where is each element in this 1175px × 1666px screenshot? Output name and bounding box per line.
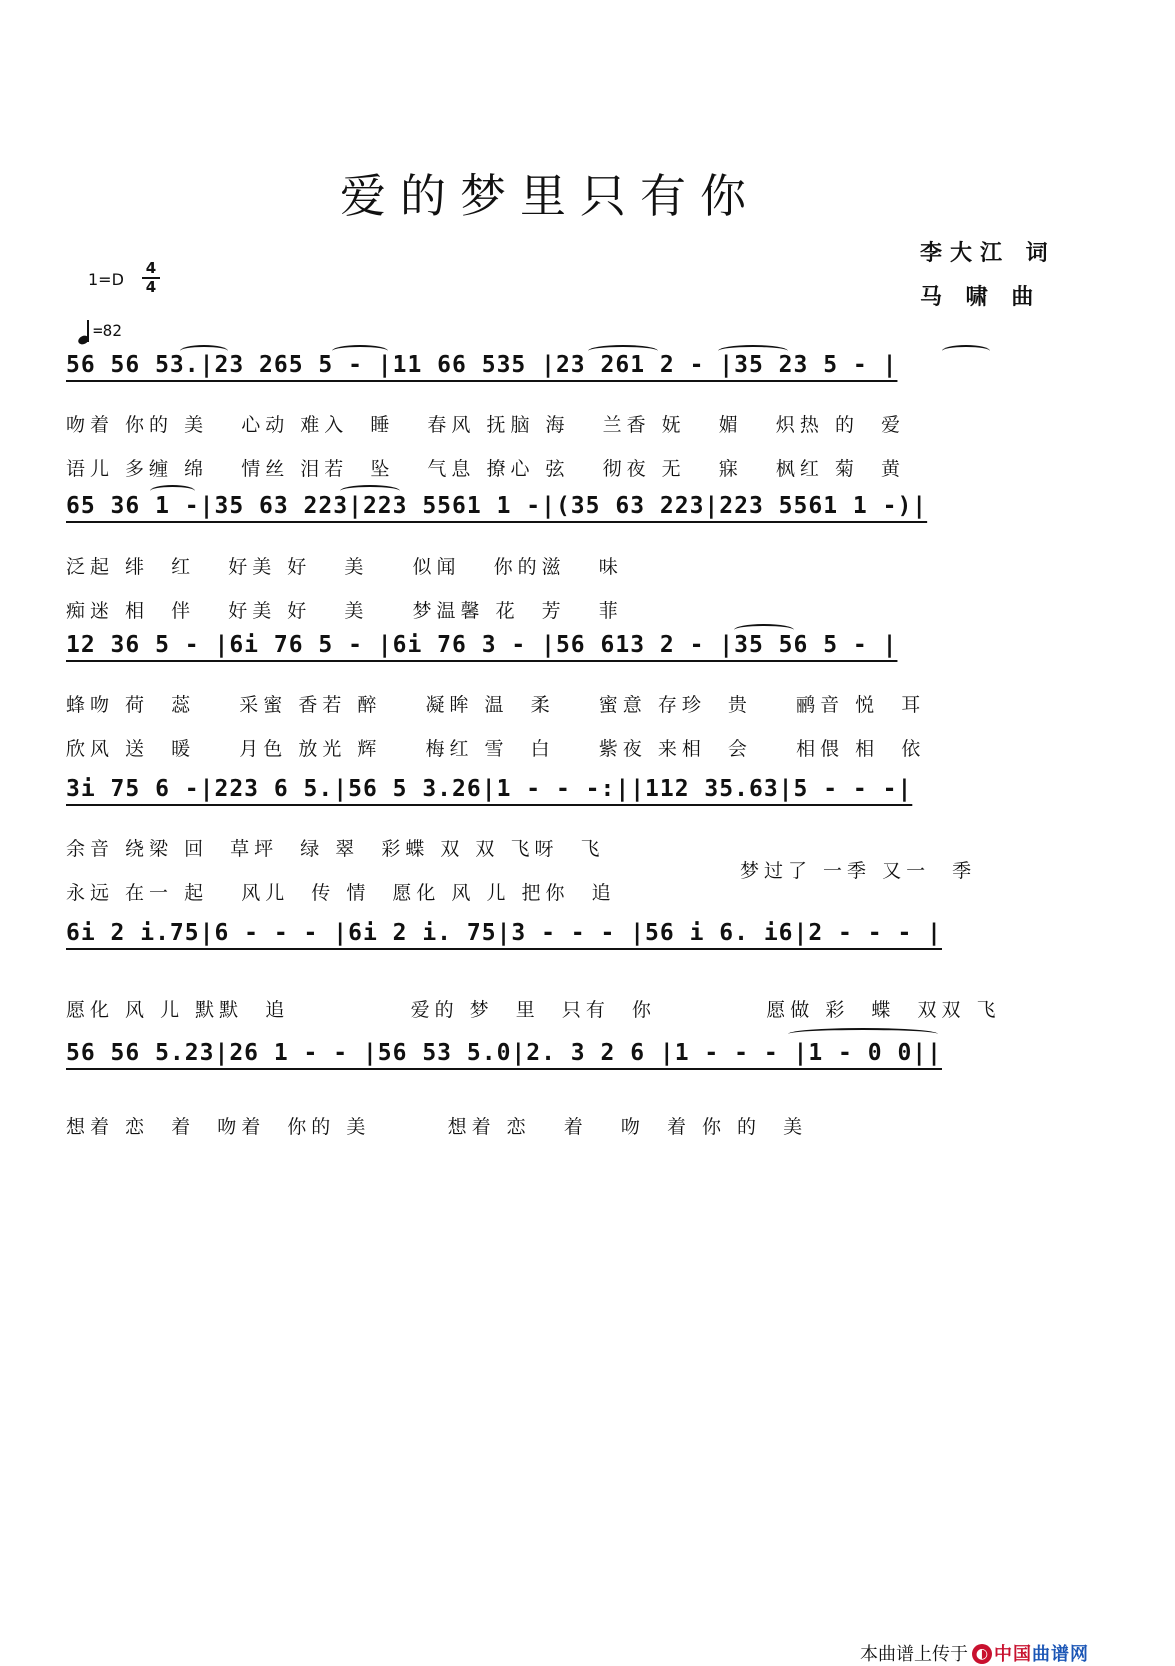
brand-part-a: 中国 (994, 1644, 1032, 1665)
notation-line-2: 65 36 1 -|35 63 223|223 5561 1 -|(35 63 223|223 5561 1 -)| (66, 493, 928, 519)
tempo-marking (78, 320, 122, 344)
lyric-line-6: 想着 恋 着 吻着 你的 美 想着 恋 着 吻 着 你 的 美 (66, 1116, 808, 1138)
lyric-verse-1-line-4: 余音 绕梁 回 草坪 绿 翠 彩蝶 双 双 飞呀 飞 (66, 838, 605, 860)
notation-line-6: 56 56 5.23|26 1 - - |56 53 5.0|2. 3 2 6 |1 - - - |1 - 0 0|| (66, 1040, 942, 1066)
time-signature-top: 4 (145, 259, 157, 277)
slur (788, 1028, 938, 1040)
composer-credit: 马 啸 曲 (920, 284, 1042, 310)
site-logo-icon: ◐ (972, 1644, 992, 1664)
tempo-value: =82 (93, 321, 122, 340)
lyric-verse-1-line-3: 蜂吻 荷 蕊 采蜜 香若 醉 凝眸 温 柔 蜜意 存珍 贵 鹂音 悦 耳 (66, 694, 926, 716)
lyric-verse-1-line-1: 吻着 你的 美 心动 难入 睡 春风 抚脑 海 兰香 妩 媚 炽热 的 爱 (66, 414, 906, 436)
lyric-refrain-lead-in: 梦过了 一季 又一 季 (740, 860, 977, 882)
footer-text: 本曲谱上传于 (860, 1644, 968, 1665)
lyric-verse-2-line-1: 语儿 多缠 绵 情丝 泪若 坠 气息 撩心 弦 彻夜 无 寐 枫红 菊 黄 (66, 458, 906, 480)
lyric-verse-2-line-3: 欣风 送 暖 月色 放光 辉 梅红 雪 白 紫夜 来相 会 相偎 相 依 (66, 738, 926, 760)
lyric-verse-2-line-2: 痴迷 相 伴 好美 好 美 梦温馨 花 芳 菲 (66, 600, 623, 622)
time-signature (142, 260, 160, 296)
notation-line-1: 56 56 53.|23 265 5 - |11 66 535 |23 261 2 - |35 23 5 - | (66, 352, 898, 378)
brand-part-b: 曲谱网 (1032, 1644, 1089, 1665)
notation-line-3: 12 36 5 - |6i 76 5 - |6i 76 3 - |56 613 2 - |35 56 5 - | (66, 632, 898, 658)
source-footer (860, 1640, 1089, 1666)
lyricist-credit: 李大江 词 (920, 240, 1056, 266)
key-signature: 1=D (88, 270, 124, 289)
lyric-verse-1-line-2: 泛起 绯 红 好美 好 美 似闻 你的滋 味 (66, 556, 623, 578)
notation-line-4: 3i 75 6 -|223 6 5.|56 5 3.26|1 - - -:||112 35.63|5 - - -| (66, 776, 913, 802)
score-title: 爱的梦里只有你 (340, 169, 760, 223)
site-brand[interactable] (994, 1644, 1089, 1665)
lyric-line-5: 愿化 风 儿 默默 追 爱的 梦 里 只有 你 愿做 彩 蝶 双双 飞 (66, 999, 1001, 1021)
time-signature-bottom: 4 (142, 277, 160, 296)
notation-line-5: 6i 2 i.75|6 - - - |6i 2 i. 75|3 - - - |56 i 6. i6|2 - - - | (66, 920, 942, 946)
lyric-verse-2-line-4: 永远 在一 起 风儿 传 情 愿化 风 儿 把你 追 (66, 882, 616, 904)
